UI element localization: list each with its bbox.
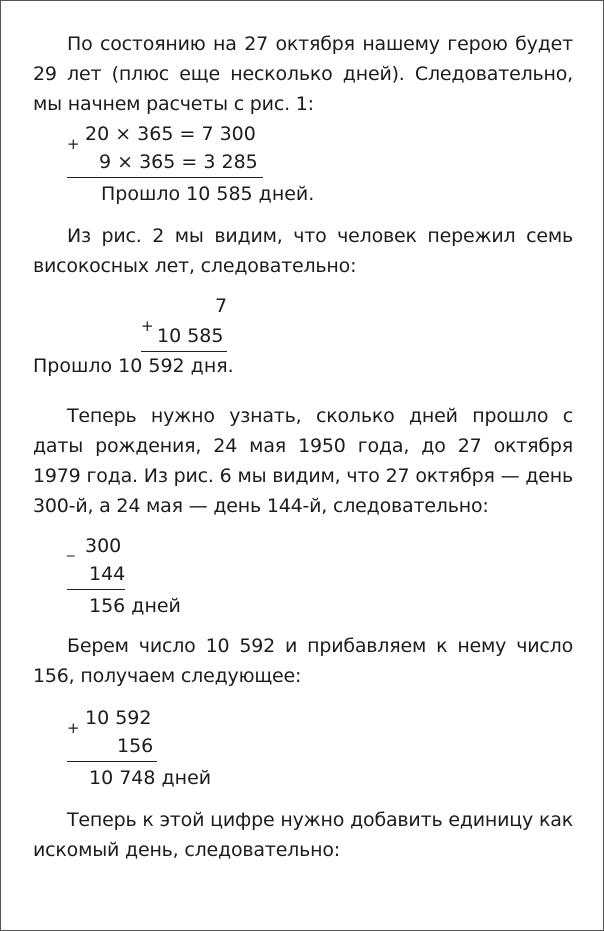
calc-line-1: 300 [85, 535, 122, 557]
calc-result: Прошло 10 592 дня. [33, 355, 234, 377]
page-content [33, 29, 573, 865]
plus-sign: + [141, 317, 154, 335]
plus-sign: + [67, 135, 80, 153]
difference-rule [67, 589, 125, 590]
paragraph-5: Теперь к этой цифре нужно добавить единицу как искомый день, следовательно: [33, 809, 573, 861]
calc-line-2: 156 [117, 735, 154, 757]
calc-line-1: 20 × 365 = 7 300 [85, 123, 256, 145]
calc-result: Прошло 10 585 дней. [101, 183, 315, 205]
calculation-4 [33, 703, 573, 793]
calc-result: 156 дней [89, 595, 181, 617]
paragraph-4: Берем число 10 592 и прибавляем к нему число 156, получаем следующее: [33, 635, 573, 687]
calc-line-2: 9 × 365 = 3 285 [99, 151, 258, 173]
calc-line-1: 7 [215, 295, 228, 317]
paragraph-1: По состоянию на 27 октября нашему герою будет 29 лет (плюс еще несколько дней). Следовательно, мы начнем расчеты с рис. 1: [33, 33, 573, 115]
sum-rule [67, 177, 263, 178]
calc-line-2: 144 [89, 563, 126, 585]
paragraph-3: Теперь нужно узнать, сколько дней прошло с даты рождения, 24 мая 1950 года, до 27 октября 1979 года. Из рис. 6 мы видим, что 27 октября — день 300-й, а 24 мая — день 144-й, следовательно: [33, 405, 573, 517]
calc-line-2: 10 585 [157, 325, 224, 347]
calc-line-1: 10 592 [85, 707, 152, 729]
calculation-2 [33, 291, 573, 383]
sum-rule [67, 761, 157, 762]
calculation-1 [33, 119, 573, 209]
plus-sign: + [67, 719, 80, 737]
calculation-3 [33, 531, 573, 621]
calc-result: 10 748 дней [89, 767, 212, 789]
paragraph-2: Из рис. 2 мы видим, что человек пережил семь високосных лет, следовательно: [33, 225, 573, 277]
minus-sign: _ [67, 539, 75, 557]
